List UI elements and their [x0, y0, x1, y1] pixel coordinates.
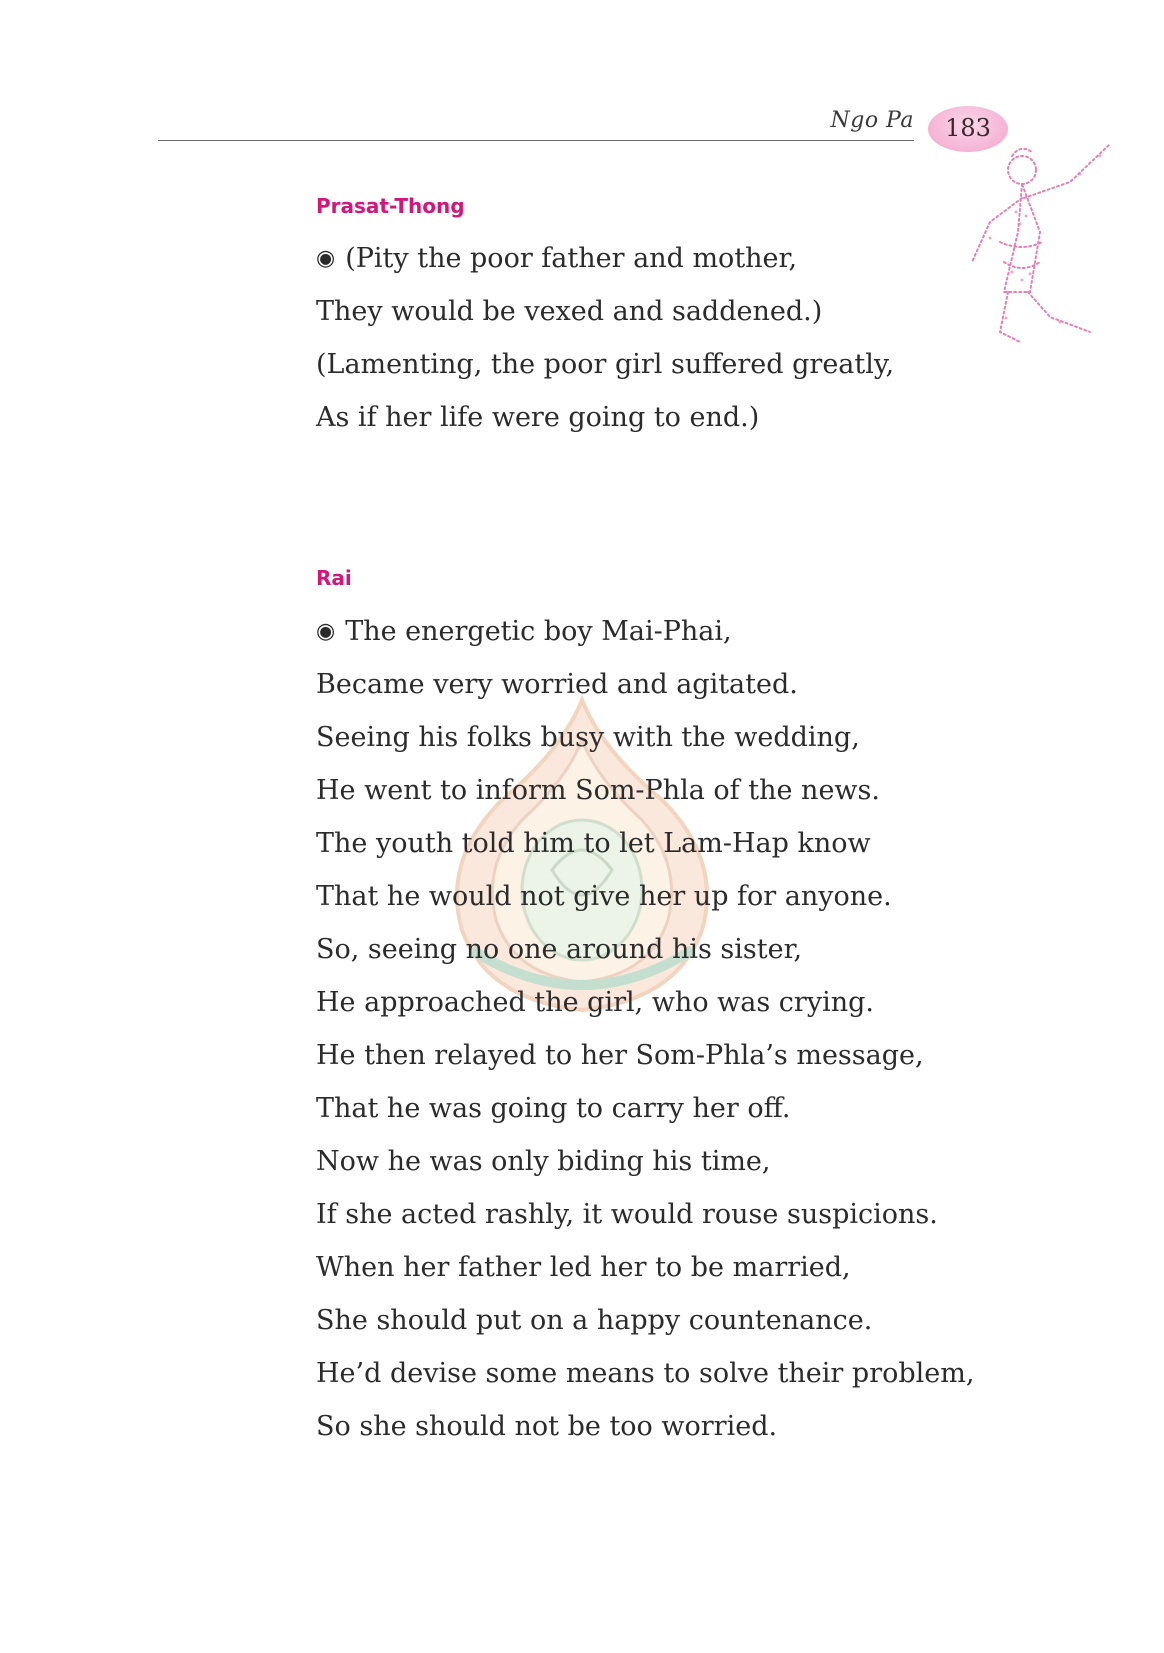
verse-line: (Lamenting, the poor girl suffered greatly, — [316, 349, 895, 380]
verse-line: He then relayed to her Som-Phla’s message, — [316, 1040, 924, 1071]
verse-line: ◉ The energetic boy Mai-Phai, — [316, 605, 974, 658]
verse-line: That he would not give her up for anyone. — [316, 881, 892, 912]
bullet-icon: ◉ — [316, 619, 336, 644]
section-heading-rai: Rai — [316, 566, 352, 590]
page-number: 183 — [945, 114, 991, 142]
verse-line: As if her life were going to end.) — [316, 402, 760, 433]
running-title: Ngo Pa — [830, 108, 914, 133]
header-rule — [158, 140, 914, 141]
verse-line: So she should not be too worried. — [316, 1411, 778, 1442]
verse-line: Became very worried and agitated. — [316, 669, 798, 700]
verse-line: He’d devise some means to solve their problem, — [316, 1358, 975, 1389]
verse-line: She should put on a happy countenance. — [316, 1305, 873, 1336]
verse-line: If she acted rashly, it would rouse suspicions. — [316, 1199, 938, 1230]
verse-block-rai — [316, 605, 974, 1453]
verse-line: That he was going to carry her off. — [316, 1093, 791, 1124]
verse-block-prasat-thong — [316, 232, 894, 444]
verse-line: ◉ (Pity the poor father and mother, — [316, 232, 894, 285]
verse-line: They would be vexed and saddened.) — [316, 296, 823, 327]
verse-line: When her father led her to be married, — [316, 1252, 851, 1283]
verse-line: He went to inform Som-Phla of the news. — [316, 775, 880, 806]
verse-line: The youth told him to let Lam-Hap know — [316, 828, 871, 859]
verse-line: So, seeing no one around his sister, — [316, 934, 803, 965]
verse-line: He approached the girl, who was crying. — [316, 987, 874, 1018]
verse-line: Seeing his folks busy with the wedding, — [316, 722, 860, 753]
dancer-illustration-icon — [960, 142, 1120, 352]
section-heading-prasat-thong: Prasat-Thong — [316, 194, 465, 218]
bullet-icon: ◉ — [316, 246, 336, 271]
verse-line: Now he was only biding his time, — [316, 1146, 771, 1177]
